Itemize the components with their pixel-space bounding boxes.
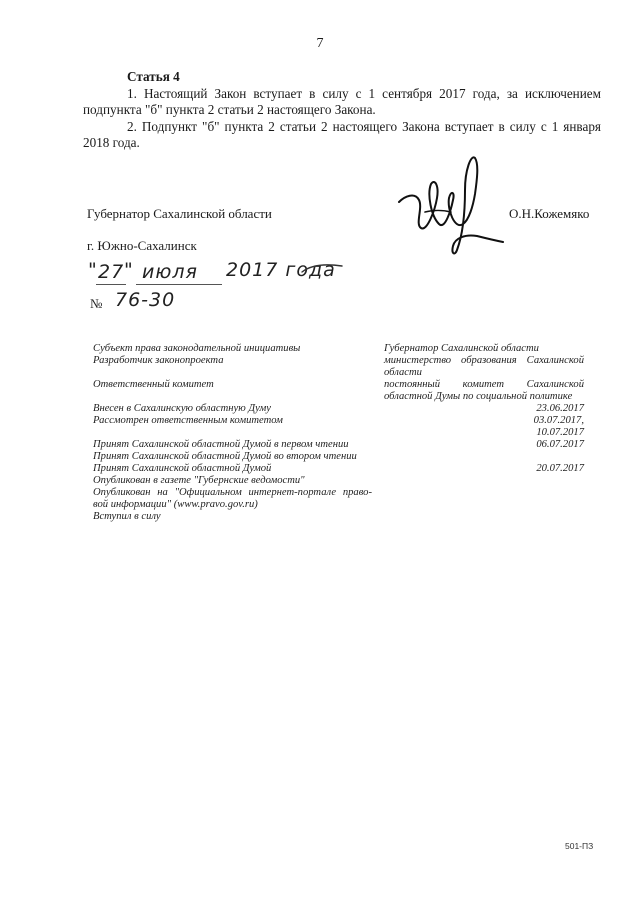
value-reviewed-line2: 10.07.2017 (536, 427, 584, 438)
date-quote-open: " (88, 259, 98, 281)
date-month-underline (136, 284, 222, 285)
label-second-reading: Принят Сахалинской областной Думой во втором чтении (93, 451, 357, 462)
value-subject: Губернатор Сахалинской области (384, 343, 539, 354)
label-in-force: Вступил в силу (93, 511, 161, 522)
label-developer: Разработчик законопроекта (93, 355, 224, 366)
date-year: 2017 года (226, 259, 336, 281)
label-adopted: Принят Сахалинской областной Думой (93, 463, 272, 474)
value-developer-line2: области (384, 367, 422, 378)
number-sign: № (90, 296, 103, 311)
value-developer-line1: министерство образования Сахалинской (384, 355, 584, 366)
page-number: 7 (316, 36, 324, 51)
city: г. Южно-Сахалинск (87, 238, 197, 253)
value-committee-line2: областной Думы по социальной политике (384, 391, 573, 402)
footer-code: 501-ПЗ (565, 841, 594, 851)
label-published-newspaper: Опубликован в газете "Губернские ведомости" (93, 475, 305, 486)
value-submitted: 23.06.2017 (536, 403, 584, 414)
signatory-name: О.Н.Кожемяко (509, 206, 590, 221)
article-paragraph-2: 2. Подпункт "б" пункта 2 статьи 2 настоящего Закона вступает в силу с 1 января 2018 года. (83, 119, 601, 151)
article-title: Статья 4 (127, 69, 180, 84)
label-first-reading: Принят Сахалинской областной Думой в первом чтении (93, 439, 349, 450)
label-subject: Субъект права законодательной инициативы (93, 343, 301, 354)
article-paragraph-1: 1. Настоящий Закон вступает в силу с 1 сентября 2017 года, за исключением подпункта "б" пункта 2 статьи 2 настоящего Закона. (83, 86, 601, 118)
date-flourish (300, 262, 344, 274)
value-adopted: 20.07.2017 (536, 463, 584, 474)
value-first-reading: 06.07.2017 (536, 439, 584, 450)
date-month: июля (142, 261, 198, 283)
date-day-underline (96, 284, 126, 285)
date-day: 27 (98, 261, 125, 283)
value-reviewed-line1: 03.07.2017, (533, 415, 584, 426)
label-submitted: Внесен в Сахалинскую областную Думу (93, 403, 271, 414)
signatory-position: Губернатор Сахалинской области (87, 206, 272, 221)
law-number: 76-30 (115, 289, 176, 311)
label-published-portal-line2: вой информации" (www.pravo.gov.ru) (93, 499, 258, 510)
label-published-portal-line1: Опубликован на "Официальном интернет-портале право- (93, 487, 372, 498)
label-reviewed: Рассмотрен ответственным комитетом (93, 415, 283, 426)
value-committee-line1: постоянный комитет Сахалинской (384, 379, 584, 390)
date-quote-close: " (124, 259, 134, 281)
label-committee: Ответственный комитет (93, 379, 214, 390)
signature-image (385, 150, 515, 260)
